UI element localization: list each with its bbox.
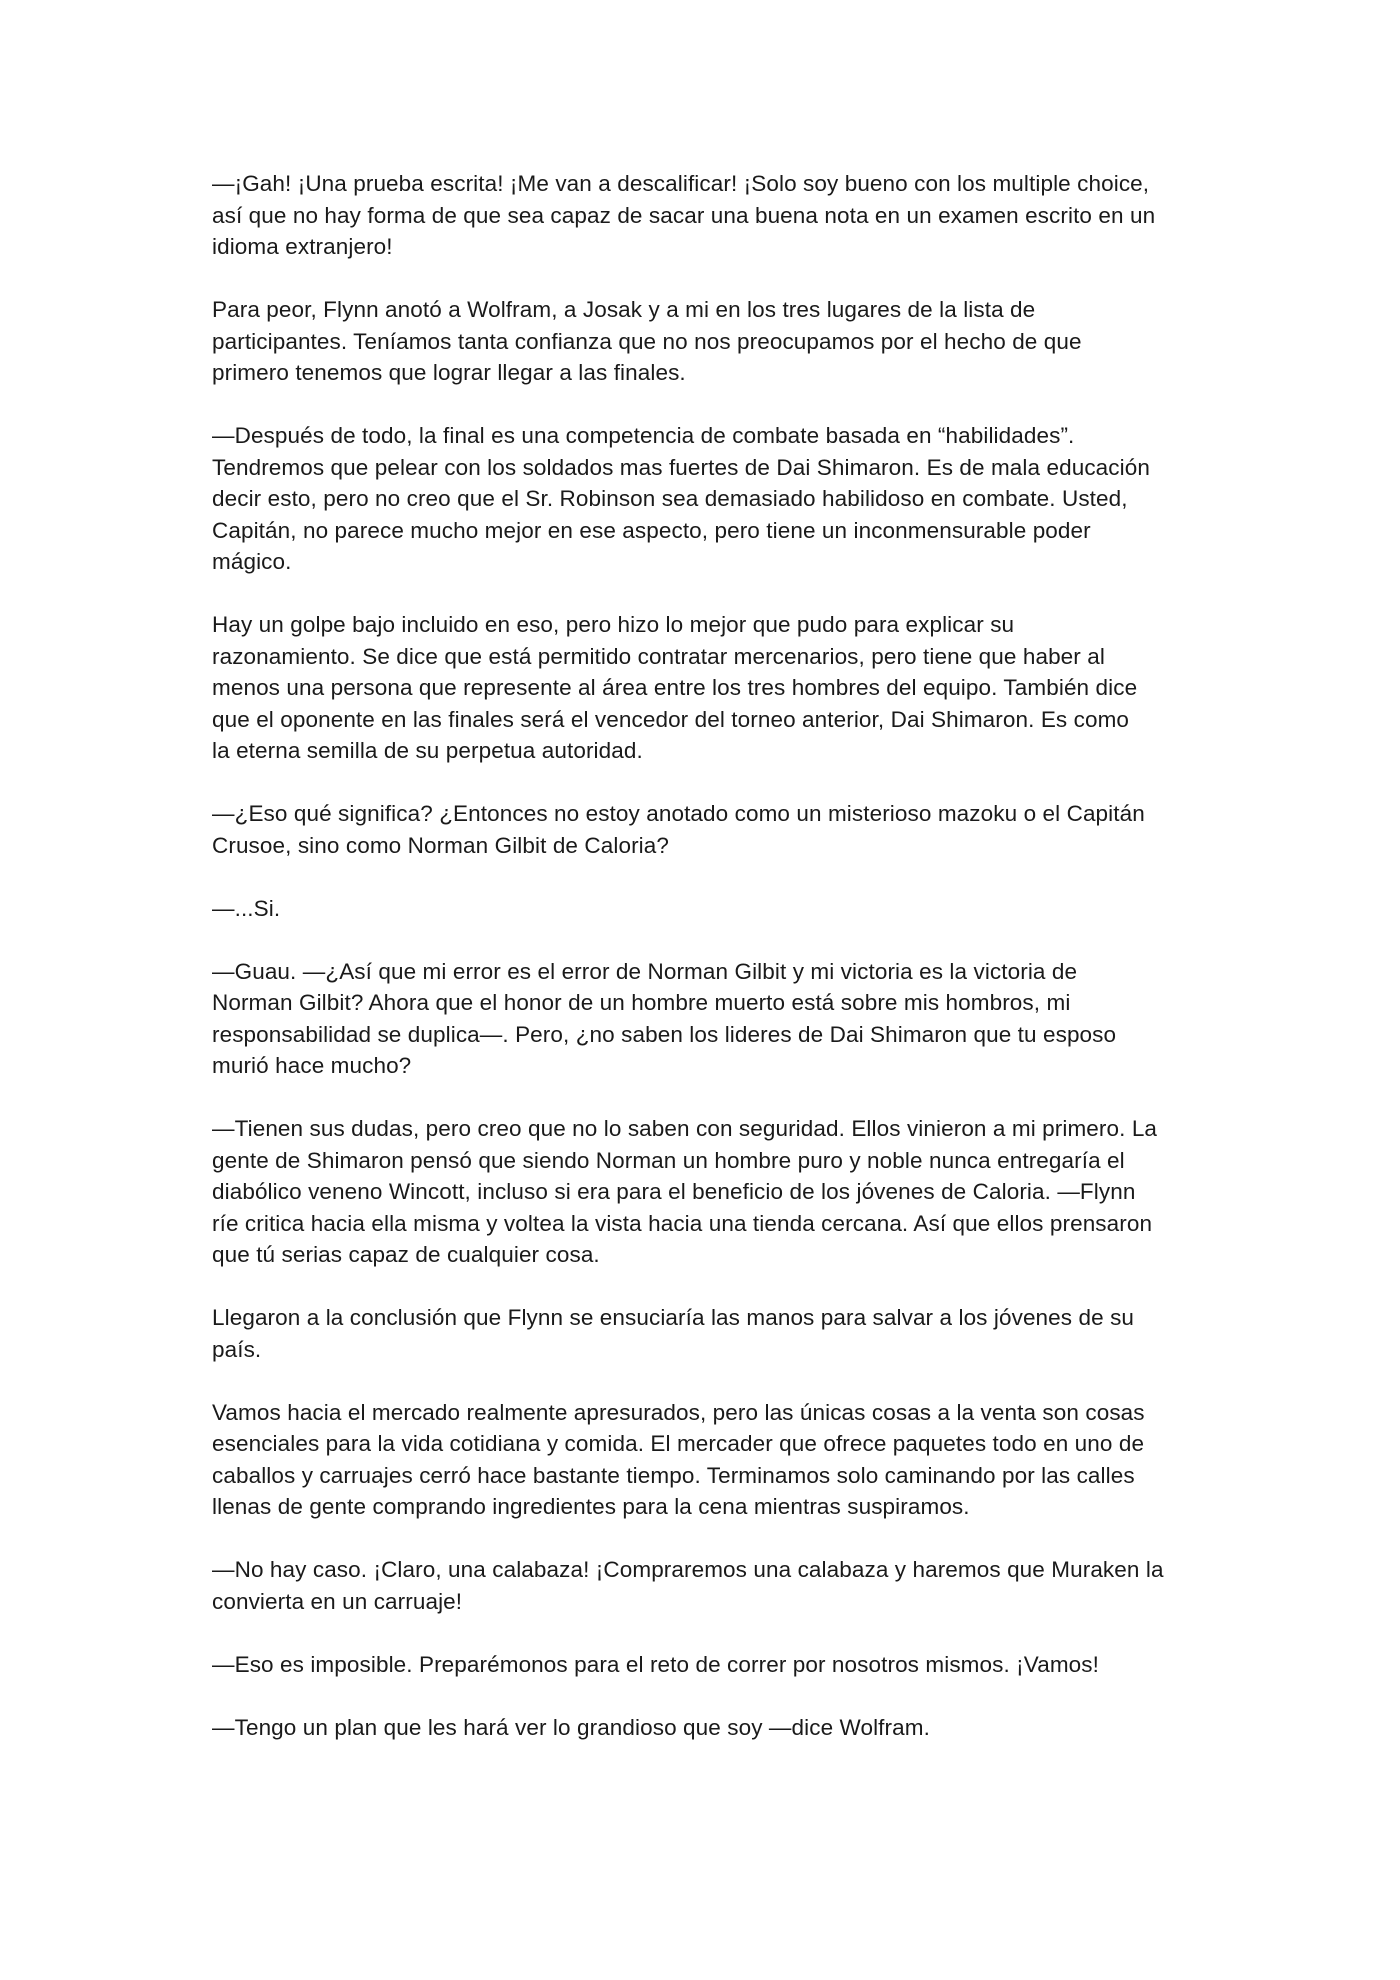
paragraph-11: —No hay caso. ¡Claro, una calabaza! ¡Compraremos una calabaza y haremos que Muraken la convierta en un carruaje! (212, 1557, 1164, 1614)
paragraph-10: Vamos hacia el mercado realmente apresurados, pero las únicas cosas a la venta son cosas esenciales para la vida cotidiana y comida. El mercader que ofrece paquetes todo en uno de caballos y carruajes cerró hace bastante tiempo. Terminamos solo caminando por las calles llenas de gente comprando ingredientes para la cena mientras suspiramos. (212, 1399, 1145, 1519)
paragraph-1: —¡Gah! ¡Una prueba escrita! ¡Me van a descalificar! ¡Solo soy bueno con los multiple choice, así que no hay forma de que sea capaz de sacar una buena nota en un examen escrito en un idioma extranjero! (212, 171, 1156, 259)
paragraph-4: Hay un golpe bajo incluido en eso, pero hizo lo mejor que pudo para explicar su razonamiento. Se dice que está permitido contratar mercenarios, pero tiene que haber al menos una persona que represente al área entre los tres hombres del equipo. También dice que el oponente en las finales será el vencedor del torneo anterior, Dai Shimaron. Es como la eterna semilla de su perpetua autoridad. (212, 612, 1138, 763)
paragraph-7: —Guau. —¿Así que mi error es el error de Norman Gilbit y mi victoria es la victoria de Norman Gilbit? Ahora que el honor de un hombre muerto está sobre mis hombros, mi responsabilidad se duplica—. Pero, ¿no saben los lideres de Dai Shimaron que tu esposo murió hace mucho? (212, 958, 1117, 1078)
paragraph-8: —Tienen sus dudas, pero creo que no lo saben con seguridad. Ellos vinieron a mi primero. La gente de Shimaron pensó que siendo Norman un hombre puro y noble nunca entregaría el diabólico veneno Wincott, incluso si era para el beneficio de los jóvenes de Caloria. —Flynn ríe critica hacia ella misma y voltea la vista hacia una tienda cercana. Así que ellos prensaron que tú serias capaz de cualquier cosa. (212, 1116, 1158, 1267)
paragraph-6: —...Si. (212, 895, 281, 921)
paragraph-3: —Después de todo, la final es una competencia de combate basada en “habilidades”. Tendremos que pelear con los soldados mas fuertes de Dai Shimaron. Es de mala educación decir esto, pero no creo que el Sr. Robinson sea demasiado habilidoso en combate. Usted, Capitán, no parece mucho mejor en ese aspecto, pero tiene un inconmensurable poder mágico. (212, 423, 1150, 574)
paragraph-9: Llegaron a la conclusión que Flynn se ensuciaría las manos para salvar a los jóvenes de su país. (212, 1305, 1135, 1362)
paragraph-13: —Tengo un plan que les hará ver lo grandioso que soy —dice Wolfram. (212, 1714, 930, 1740)
paragraph-2: Para peor, Flynn anotó a Wolfram, a Josak y a mi en los tres lugares de la lista de participantes. Teníamos tanta confianza que no nos preocupamos por el hecho de que primero tenemos que lograr llegar a las finales. (212, 297, 1082, 385)
paragraph-12: —Eso es imposible. Preparémonos para el reto de correr por nosotros mismos. ¡Vamos! (212, 1651, 1099, 1677)
document-page (212, 168, 1194, 1775)
paragraph-5: —¿Eso qué significa? ¿Entonces no estoy anotado como un misterioso mazoku o el Capitán Crusoe, sino como Norman Gilbit de Caloria? (212, 801, 1145, 858)
